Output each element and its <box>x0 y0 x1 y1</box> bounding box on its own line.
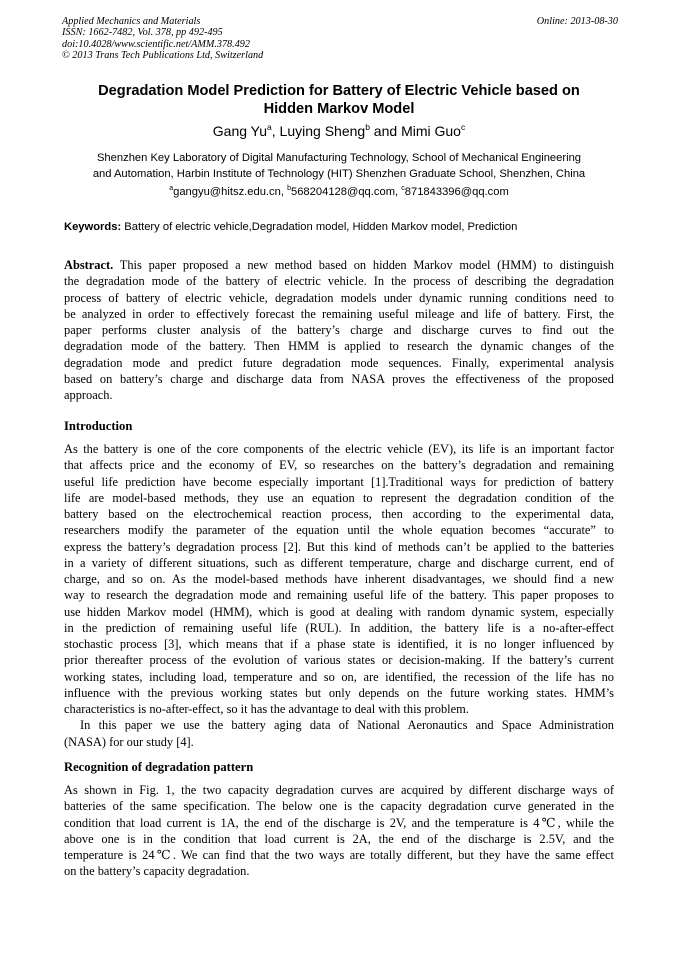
doi-line[interactable]: doi:10.4028/www.scientific.net/AMM.378.492 <box>62 38 250 50</box>
author-name: Luying Sheng <box>279 123 366 139</box>
body-line: in the prediction of remaining useful life (RUL). In addition, the battery life is a no-after-effect <box>64 620 614 635</box>
abstract-text: This paper proposed a new method based on hidden Markov model (HMM) to distinguish <box>113 258 614 272</box>
abstract-line: be analyzed in order to effectively forecast the remaining useful mileage and life of battery. First, the <box>64 306 614 321</box>
body-line: As shown in Fig. 1, the two capacity degradation curves are acquired by different discharge ways of <box>64 783 614 797</box>
email-link[interactable]: 568204128@qq.com <box>290 186 396 198</box>
paper-title <box>50 82 628 118</box>
body-line: prior thereafter process of the evolution of various states or decision-making. If the battery’s current <box>64 653 614 668</box>
body-line: condition that load current is 1A, the end of the discharge is 2V, and the temperature is 4℃, while the <box>64 815 614 830</box>
abstract-line: paper performs cluster analysis of the battery’s charge and discharge curves to find out the <box>64 323 614 337</box>
email-separator: , <box>280 186 288 198</box>
issn-line: ISSN: 1662-7482, Vol. 378, pp 492-495 <box>62 27 223 39</box>
journal-header <box>62 16 618 62</box>
affiliation <box>56 151 622 183</box>
body-line: that affects price and the economy of EV, so researches on the battery’s degradation and remaining <box>64 458 614 473</box>
email-mark: a <box>169 185 174 192</box>
abstract <box>64 257 614 403</box>
body-line: life are model-based methods, they use an equation to represent the degradation condition of the <box>64 490 614 505</box>
journal-name: Applied Mechanics and Materials <box>62 16 201 27</box>
body-line: batteries of the same specification. The below one is the capacity degradation curve generated in the <box>64 799 614 814</box>
keywords <box>64 220 624 235</box>
keywords-label: Keywords: <box>64 221 122 233</box>
body-line: working states, including load, temperature and so on, are identified, the recession of the life has no <box>64 669 614 684</box>
abstract-line: degradation mode and predict future degradation mode sequences. Finally, experimental analysis <box>64 355 614 370</box>
author-affil-mark: c <box>460 122 466 132</box>
abstract-line: the degradation mode of the battery of electric vehicle. In the process of describing the degradation <box>64 274 614 289</box>
body-line: battery based on the electrochemical reaction process, then according to the experimental data, <box>64 507 614 521</box>
author-name: Mimi Guo <box>401 123 461 139</box>
abstract-line <box>64 257 614 273</box>
body-line: temperature is 24℃. We can find that the two ways are totally different, but they have the same effect <box>64 848 614 862</box>
body-line: characteristics is no-after-effect, so it has the advantage to deal with this problem. <box>64 702 469 716</box>
keywords-text: Battery of electric vehicle,Degradation model, Hidden Markov model, Prediction <box>121 221 518 233</box>
email-link[interactable]: 871843396@qq.com <box>404 186 509 198</box>
author-separator: and <box>369 123 402 139</box>
body-line: on the battery’s capacity degradation. <box>64 864 250 879</box>
body-line: charge, and so on. As the model-based methods have inherent disadvantages, we should find a new <box>64 572 614 586</box>
author-separator: , <box>271 123 280 139</box>
author-list <box>50 122 628 140</box>
recognition-body <box>64 782 614 880</box>
body-line: (NASA) for our study [4]. <box>64 734 194 749</box>
title-line: Degradation Model Prediction for Battery of Electric Vehicle based on <box>98 83 580 99</box>
abstract-line: based on battery’s charge and discharge data from NASA proves the effectiveness of the proposed <box>64 371 614 386</box>
author-affil-mark: a <box>267 122 272 132</box>
author-emails <box>50 185 628 200</box>
body-line: express the battery’s degradation process [2]. But this kind of methods can’t be applied to the batteries <box>64 539 614 554</box>
online-date: Online: 2013-08-30 <box>536 16 618 27</box>
body-line: use hidden Markov model (HMM), which is good at dealing with random dynamic system, especially <box>64 604 614 619</box>
body-line: in a variety of different situations, such as different temperature, charge and discharge current, end of <box>64 555 614 570</box>
body-line: stochastic process [3], which means that if a phase state is identified, it is no longer influenced by <box>64 637 614 651</box>
affiliation-line: and Automation, Harbin Institute of Technology (HIT) Shenzhen Graduate School, Shenzhen, China <box>92 167 586 180</box>
author-affil-mark: b <box>365 122 370 132</box>
email-separator: , <box>395 186 402 198</box>
body-line: above one is in the condition that load current is 2A, the end of the discharge is 2.5V, and the <box>64 831 614 846</box>
affiliation-line: Shenzhen Key Laboratory of Digital Manufacturing Technology, School of Mechanical Engineering <box>96 152 582 164</box>
abstract-label: Abstract. <box>64 258 114 272</box>
abstract-line: approach. <box>64 388 113 402</box>
section-heading-introduction: Introduction <box>64 419 133 433</box>
body-line: researchers modify the parameter of the equation until the whole equation becomes “accurate” to <box>64 523 614 538</box>
author-name: Gang Yu <box>212 123 268 139</box>
copyright-line: © 2013 Trans Tech Publications Ltd, Switzerland <box>62 50 264 62</box>
introduction-body <box>64 441 614 750</box>
body-line: In this paper we use the battery aging data of National Aeronautics and Space Administration <box>80 718 614 733</box>
email-link[interactable]: gangyu@hitsz.edu.cn <box>173 186 281 198</box>
abstract-line: process of battery of electric vehicle, degradation models under dynamic running conditions need to <box>64 290 614 305</box>
body-line: influence with the previous working states but only depends on the future working states. HMM’s <box>64 685 614 700</box>
email-mark: c <box>401 185 405 192</box>
body-line: useful life prediction have become especially important [1].Traditional ways for prediction of battery <box>64 474 614 489</box>
body-line: way to research the degradation mode and remaining useful life of the battery. This paper proposes to <box>64 588 614 603</box>
title-line: Hidden Markov Model <box>263 101 415 117</box>
email-mark: b <box>287 185 291 192</box>
section-heading-recognition: Recognition of degradation pattern <box>64 760 254 774</box>
body-line: As the battery is one of the core components of the electric vehicle (EV), its life is an important factor <box>64 442 614 456</box>
abstract-line: degradation mode of the battery. Then HMM is applied to research the dynamic changes of the <box>64 339 614 354</box>
